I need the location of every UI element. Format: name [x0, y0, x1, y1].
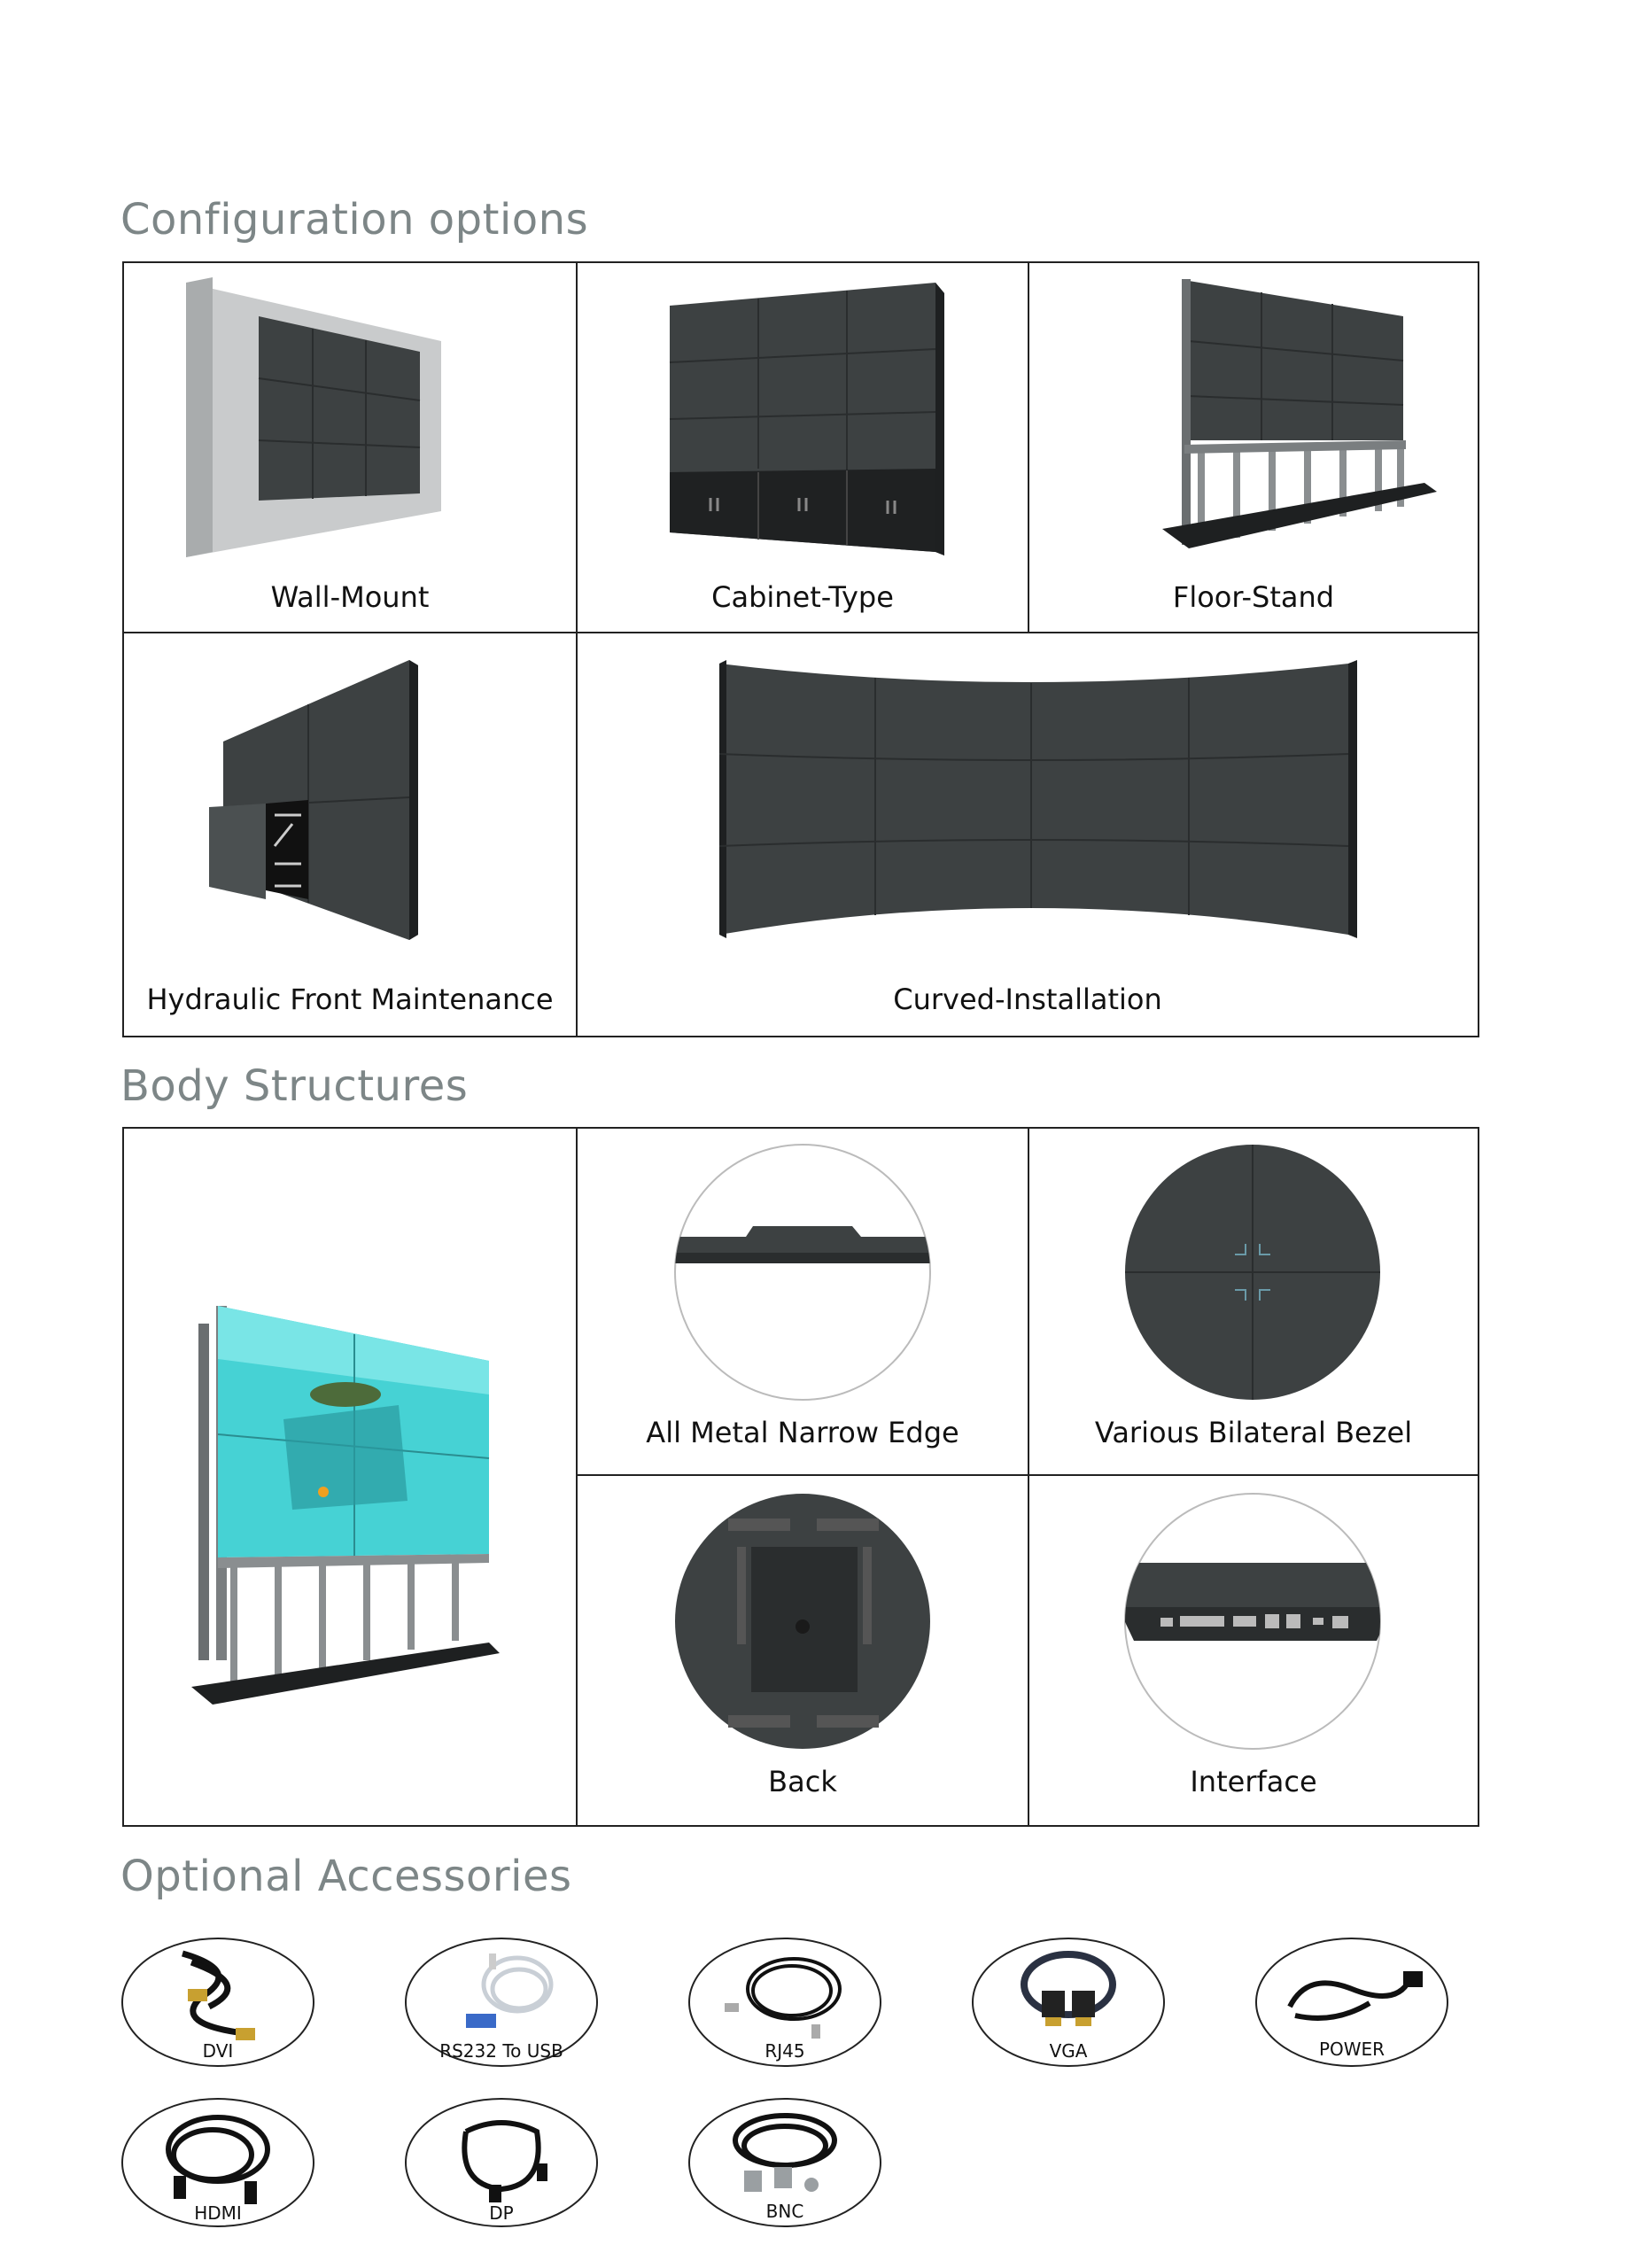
config-label: Wall-Mount	[270, 580, 430, 614]
accessory-bnc	[687, 2096, 882, 2229]
accessory-hdmi	[120, 2096, 315, 2229]
configuration-grid	[122, 261, 1479, 1037]
floor-stand-illustration	[1029, 263, 1478, 582]
accessory-power	[1254, 1936, 1449, 2069]
video-wall-stand-illustration	[124, 1129, 576, 1825]
accessory-label: RS232 To USB	[439, 2040, 563, 2062]
accessory-label: RJ45	[765, 2040, 805, 2062]
back-illustration	[578, 1476, 1028, 1759]
narrow-edge-illustration	[578, 1129, 1028, 1412]
accessory-label: HDMI	[194, 2202, 242, 2224]
body-label: All Metal Narrow Edge	[646, 1416, 959, 1449]
accessory-label: DVI	[202, 2040, 234, 2062]
interface-illustration	[1029, 1476, 1478, 1759]
wall-mount-illustration	[124, 263, 576, 582]
bilateral-bezel-illustration	[1029, 1129, 1478, 1412]
accessory-label: VGA	[1049, 2040, 1088, 2062]
accessory-dvi	[120, 1936, 315, 2069]
config-curved-installation	[578, 633, 1478, 1036]
configuration-title: Configuration options	[120, 195, 589, 245]
accessories-title: Optional Accessories	[120, 1852, 572, 1901]
hydraulic-illustration	[124, 633, 576, 970]
accessory-vga	[971, 1936, 1166, 2069]
config-label: Curved-Installation	[893, 983, 1162, 1016]
body-label: Various Bilateral Bezel	[1094, 1416, 1413, 1449]
accessory-label: POWER	[1318, 2039, 1386, 2060]
accessory-label: DP	[489, 2202, 514, 2224]
accessory-dp	[404, 2096, 599, 2229]
cabinet-type-illustration	[578, 263, 1028, 582]
accessory-rs232-usb	[404, 1936, 599, 2069]
body-structures-title: Body Structures	[120, 1061, 469, 1111]
body-various-bilateral-bezel	[1029, 1129, 1478, 1474]
body-all-metal-narrow-edge	[578, 1129, 1028, 1474]
config-cabinet-type	[578, 263, 1028, 632]
config-label: Hydraulic Front Maintenance	[146, 983, 554, 1016]
body-back	[578, 1476, 1028, 1825]
config-hydraulic-front-maintenance	[124, 633, 576, 1036]
curved-installation-illustration	[578, 633, 1478, 970]
body-video-wall-image	[124, 1129, 576, 1825]
accessory-label: BNC	[765, 2201, 804, 2222]
config-label: Cabinet-Type	[711, 580, 894, 614]
body-label: Interface	[1190, 1765, 1317, 1798]
accessory-rj45	[687, 1936, 882, 2069]
config-label: Floor-Stand	[1172, 580, 1335, 614]
body-structures-grid	[122, 1127, 1479, 1827]
config-floor-stand	[1029, 263, 1478, 632]
body-interface	[1029, 1476, 1478, 1825]
body-label: Back	[768, 1765, 837, 1798]
config-wall-mount	[124, 263, 576, 632]
